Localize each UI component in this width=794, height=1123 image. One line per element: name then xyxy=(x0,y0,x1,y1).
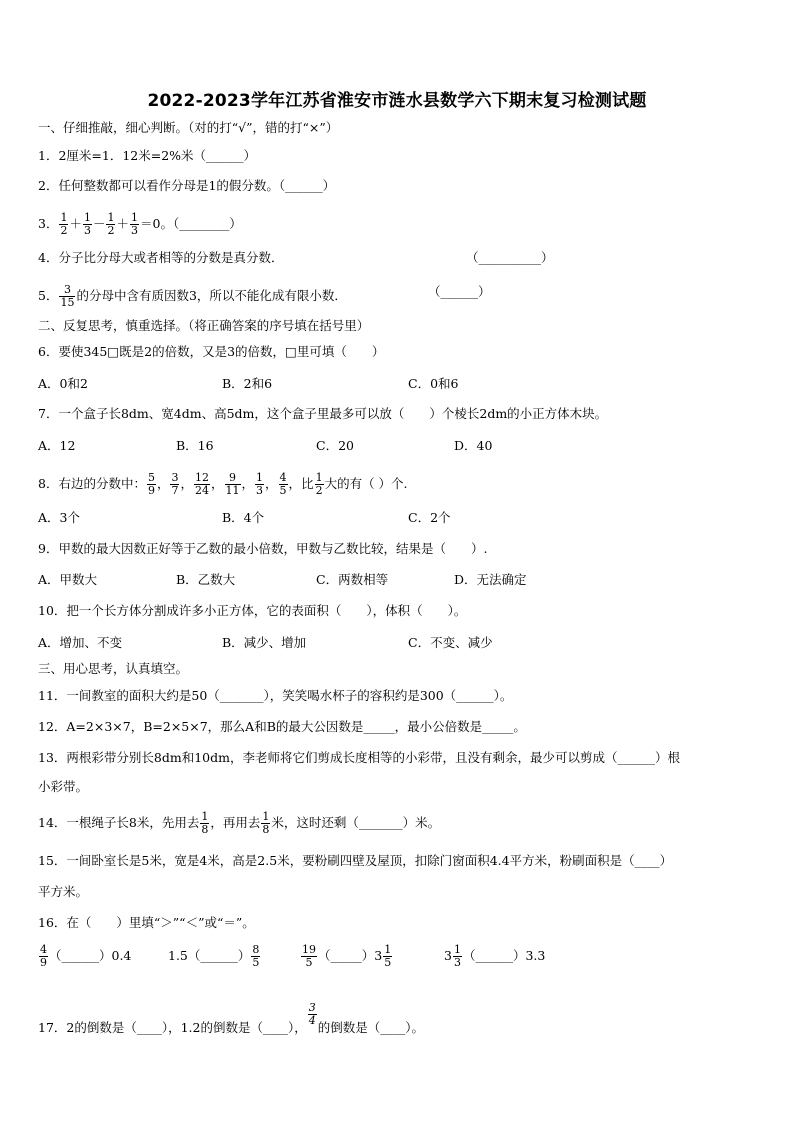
question-16: 16．在（ ）里填“＞”“＜”或“＝”。 xyxy=(38,915,255,930)
fraction: $\frac{8}{5}$ xyxy=(252,943,260,969)
question-8: 8．右边的分数中： $\frac{5}{9}$ ， $\frac{3}{7}$ ， $\frac{12}{24}$ ， $\frac{9}{11}$ ， $\frac{1}{3}$ ， $\frac{4}{5}$ ，比 $\frac{1}{2}$ 大的有（ ）个. xyxy=(38,471,408,497)
option-d: D．40 xyxy=(454,438,493,453)
fraction: $\frac{1}{8}$ xyxy=(262,810,270,836)
fraction: $\frac{19}{5}$ xyxy=(302,943,316,969)
question-13-line-2: 小彩带。 xyxy=(38,779,89,794)
fraction: $\frac{1}{3}$ xyxy=(256,471,264,497)
compare-item-d: 3 $\frac{1}{3}$ （______）3.3 xyxy=(444,943,546,969)
fraction: $\frac{4}{9}$ xyxy=(40,943,47,969)
option-b: B．2和6 xyxy=(222,376,273,391)
question-14: 14．一根绳子长8米，先用去 $\frac{1}{8}$ ，再用去 $\frac{1}{8}$ 米，这时还剩（_______）米。 xyxy=(38,810,441,836)
option-b: B．4个 xyxy=(222,510,265,525)
section-2-heading: 二、反复思考，慎重选择。（将正确答案的序号填在括号里） xyxy=(38,318,370,333)
fraction: $\frac{1}{3}$ xyxy=(83,211,91,237)
question-15-line-2: 平方米。 xyxy=(38,884,89,899)
question-1: 1．2厘米=1．12米=2%米（______） xyxy=(38,148,257,163)
compare-item-b: 1.5（______） $\frac{8}{5}$ xyxy=(168,943,260,969)
question-12: 12．A=2×3×7，B=2×5×7，那么A和B的最大公因数是_____，最小公倍数是_____。 xyxy=(38,719,526,734)
section-1-heading: 一、仔细推敲，细心判断。（对的打“√”，错的打“×”） xyxy=(38,120,339,135)
option-b: B．16 xyxy=(176,438,214,453)
question-15-line-1: 15．一间卧室长是5米，宽是4米，高是2.5米，要粉刷四壁及屋顶，扣除门窗面积4.4平方米，粉刷面积是（____） xyxy=(38,853,673,868)
question-9: 9．甲数的最大因数正好等于乙数的最小倍数，甲数与乙数比较，结果是（ ）. xyxy=(38,541,488,556)
fraction: $\frac{1}{3}$ xyxy=(131,211,138,237)
question-3: 3． $\frac{1}{2}$ ＋ $\frac{1}{3}$ － $\frac{1}{2}$ ＋ $\frac{1}{3}$ ＝0。（________） xyxy=(38,211,242,237)
question-6: 6．要使345□既是2的倍数，又是3的倍数，□里可填（ ） xyxy=(38,344,385,359)
section-3-heading: 三、用心思考，认真填空。 xyxy=(38,661,189,676)
option-a: A．增加、不变 xyxy=(38,635,123,650)
question-11: 11．一间教室的面积大约是50（_______），笑笑喝水杯子的容积约是300（______）。 xyxy=(38,688,513,703)
question-7: 7．一个盒子长8dm、宽4dm、高5dm，这个盒子里最多可以放（ ）个棱长2dm的小正方体木块。 xyxy=(38,406,608,421)
option-c: C．两数相等 xyxy=(316,572,389,587)
option-b: B．减少、增加 xyxy=(222,635,307,650)
option-a: A．0和2 xyxy=(38,376,88,391)
fraction: $\frac{5}{9}$ xyxy=(147,471,155,497)
option-c: C．20 xyxy=(316,438,354,453)
option-c: C．2个 xyxy=(408,510,451,525)
compare-item-a: $\frac{4}{9}$ （______）0.4 xyxy=(40,943,132,969)
fraction: $\frac{12}{24}$ xyxy=(195,471,209,497)
fraction: $\frac{9}{11}$ xyxy=(225,471,240,497)
option-b: B．乙数大 xyxy=(176,572,236,587)
question-2: 2．任何整数都可以看作分母是1的假分数。（______） xyxy=(38,178,336,193)
fraction: $\frac{4}{5}$ xyxy=(279,471,287,497)
fraction: $\frac{1}{2}$ xyxy=(107,211,115,237)
option-a: A．3个 xyxy=(38,510,80,525)
question-5: 5． $\frac{3}{15}$ 的分母中含有质因数3，所以不能化成有限小数． （______） xyxy=(38,283,491,309)
option-c: C．不变、减少 xyxy=(408,635,493,650)
fraction: $\frac{1}{2}$ xyxy=(315,471,323,497)
question-4: 4．分子比分母大或者相等的分数是真分数． （__________） xyxy=(38,250,554,265)
option-c: C．0和6 xyxy=(408,376,459,391)
fraction: $\frac{3}{7}$ xyxy=(171,471,179,497)
fraction: $\frac{1}{2}$ xyxy=(60,211,68,237)
question-13-line-1: 13．两根彩带分别长8dm和10dm，李老师将它们剪成长度相等的小彩带，且没有剩余，最少可以剪成（______）根 xyxy=(38,750,680,765)
fraction: $\frac{3}{15}$ xyxy=(60,283,75,309)
page-title: 2022-2023学年江苏省淮安市涟水县数学六下期末复习检测试题 xyxy=(147,91,647,111)
compare-item-c: $\frac{19}{5}$ （_____）3 $\frac{1}{5}$ xyxy=(302,943,392,969)
answer-blank: （__________） xyxy=(466,250,554,265)
answer-blank: （______） xyxy=(428,284,491,299)
question-17: 17．2的倒数是（____），1.2的倒数是（____）， $\frac{3}{4}$ 的倒数是（____）。 xyxy=(38,1001,425,1035)
option-d: D．无法确定 xyxy=(454,572,527,587)
option-a: A．甲数大 xyxy=(38,572,98,587)
fraction: $\frac{1}{8}$ xyxy=(201,810,209,836)
fraction: $\frac{1}{3}$ xyxy=(453,943,461,969)
fraction: $\frac{1}{5}$ xyxy=(384,943,392,969)
option-a: A．12 xyxy=(38,438,76,453)
fraction: $\frac{3}{4}$ xyxy=(308,1001,316,1027)
question-10: 10．把一个长方体分割成许多小正方体，它的表面积（ ），体积（ ）。 xyxy=(38,603,467,618)
